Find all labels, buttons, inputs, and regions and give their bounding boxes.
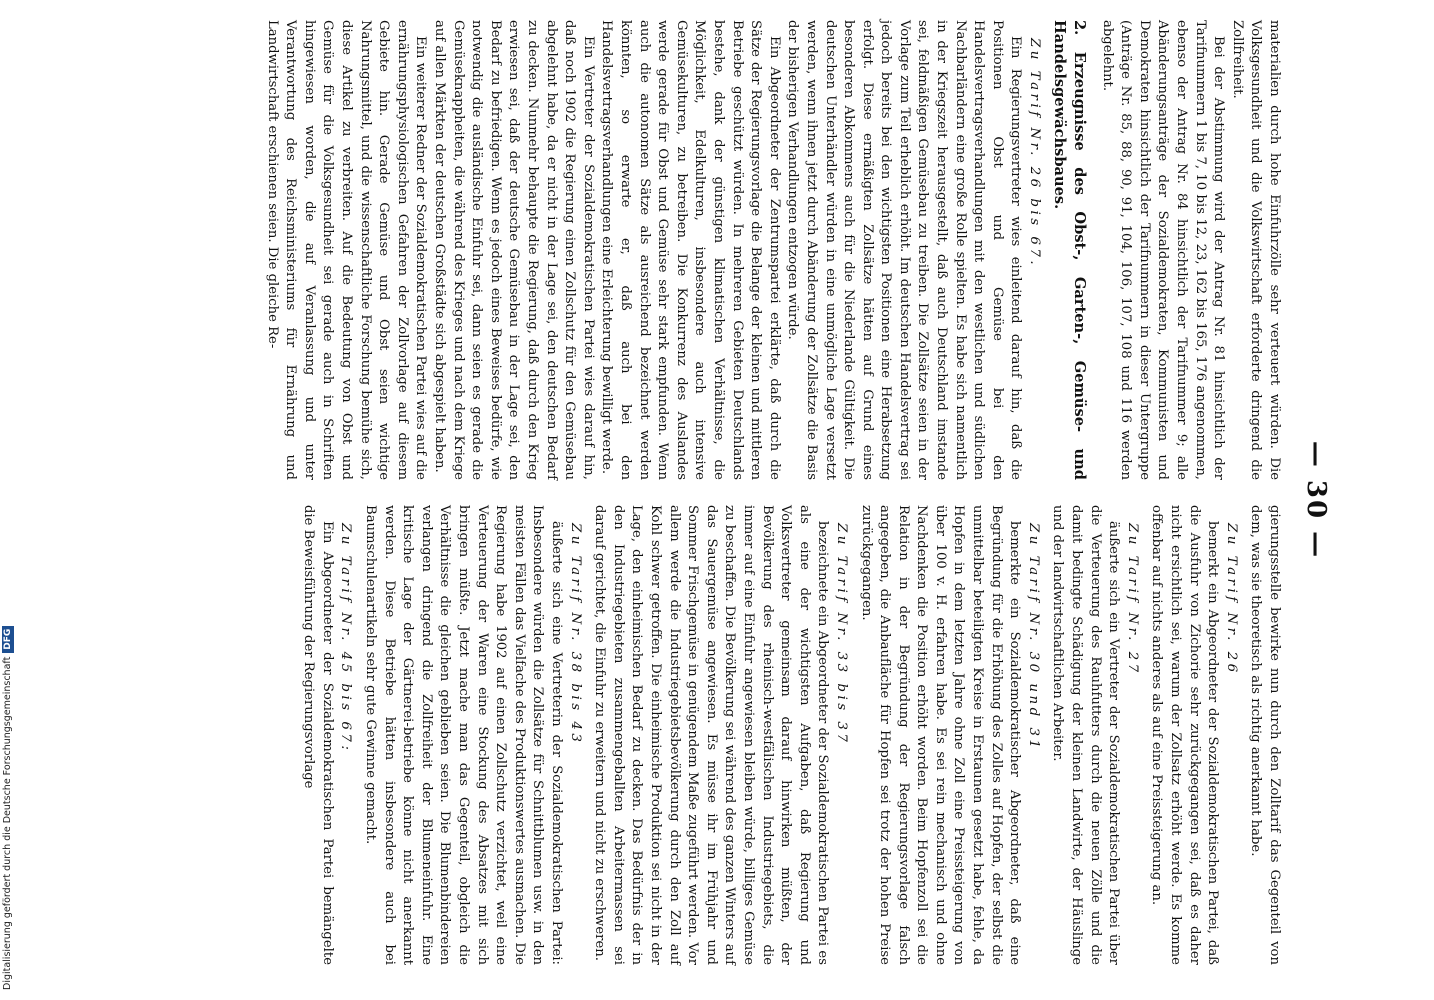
tarif-heading: Zu Tarif Nr. 30 und 31 <box>1025 523 1041 752</box>
paragraph: Ein Abgeordneter der Zentrumspartei erklärte, daß durch die Sätze der Regierungsvorlage die Belange der kleinen und mittleren Betriebe geschützt würden. In mehreren Gebieten Deutschlands bestehe, dank der günstigen klimatischen Verhältnisse, die Möglichkeit, Edelkulturen, insbesondere auch intensive Gemüsekulturen, zu betreiben. Die Konkurrenz des Auslandes werde gerade für Obst und Gemüse sehr stark empfunden. Wenn auch die autonomen Sätze als ausreichend bezeichnet werden könnten, so erwarte er, daß auch bei den Handelsvertragsverhandlungen eine Erleichterung bewilligt werde. <box>599 20 782 480</box>
tarif-heading: Zu Tarif Nr. 38 bis 43 <box>567 523 583 746</box>
tarif-heading: Zu Tarif Nr. 26 bis 67. <box>1027 38 1043 269</box>
paragraph: Ein Vertreter der Sozialdemokratischen Partei wies darauf hin, daß noch 1902 die Regierung einen Zollschutz für den Gemüsebau abgelehnt habe, da er nicht in der Lage sei, den deutschen Bedarf zu decken. Nunmehr behaupte die Regierung, daß durch den Krieg erwiesen sei, daß der deutsche Gemüsebau in der Lage sei, den Bedarf zu befriedigen. Wenn es jedoch eines Beweises bedürfe, wie notwendig die ausländische Einfuhr sei, dann seien es gerade die Gemüseknappheiten, die während des Krieges und nach dem Kriege auf allen Märkten der deutschen Großstädte sich abgespielt haben. <box>432 20 596 480</box>
paragraph: Bei der Abstimmung wird der Antrag Nr. 81 hinsichtlich der Tarifnummern 1 bis 7, 10 bis 12, 23, 162 bis 165, 176 angenommen, ebenso der Antrag Nr. 84 hinsichtlich der Tarifnummer 9; alle Abänderungsanträge der Sozialdemokraten, Kommunisten und Demokraten hinsichtlich der Tarifnummern in dieser Untergruppe (Anträge Nr. 85, 88, 90, 91, 104, 106, 107, 108 und 116 werden abgelehnt. <box>1099 20 1227 480</box>
digitization-credit <box>1 610 15 990</box>
right-column <box>299 505 1283 965</box>
paragraph: gierungsstelle bewirke nun durch den Zolltarif das Gegenteil von dem, was sie theoretisch als richtig anerkannt habe. <box>1248 505 1282 965</box>
paragraph: Ein Regierungsvertreter wies einleitend darauf hin, daß die Positionen Obst und Gemüse bei den Handelsvertragsverhandlungen mit den westlichen und südlichen Nachbarländern eine große Rolle spielten. Es habe sich namentlich in der Kriegszeit herausgestellt, daß auch Deutschland imstande sei, feldmäßigen Gemüsebau zu treiben. Die Zollsätze seien in der Vorlage zum Teil erheblich erhöht. Im deutschen Handelsvertrag sei jedoch bereits bei den wichtigsten Positionen eine Herabsetzung erfolgt. Diese ermäßigten Zollsätze hätten auf Grund eines besonderen Abkommens auch für die Niederlande Gültigkeit. Die deutschen Unterhändler würden in eine unmögliche Lage versetzt werden, wenn ihnen jetzt durch Abänderung der Zollsätze die Basis der bisherigen Verhandlungen entzogen würde. <box>785 20 1024 480</box>
tarif-heading: Zu Tarif Nr. 33 bis 37 <box>833 523 849 746</box>
paragraph: äußerte sich ein Vertreter der Sozialdemokratischen Partei über die Verteuerung des Rauhfutters durch die neuen Zölle und die damit bedingte Schädigung der kleinen Landwirte, der Häuslinge und der landwirtschaftlichen Arbeiter. <box>1050 505 1122 965</box>
credit-text: Digitalisierung gefördert durch die Deutsche Forschungsgemeinschaft <box>2 656 13 990</box>
paragraph: äußerte sich eine Vertreterin der Sozialdemokratischen Partei: Insbesondere würden die Zollsätze für Schnittblumen usw. in den meisten Fällen das Vielfache des Produktionswertes ausmachen. Die Regierung habe 1902 auf einen Zollschutz verzichtet, weil eine Verteuerung der Waren eine Stockung des Absatzes mit sich bringen müßte. Jetzt mache man das Gegenteil, obgleich die Verhältnisse die gleichen geblieben seien. Die Blumenbindereien verlangen dringend die Zollfreiheit der Blumeneinfuhr. Eine kritische Lage der Gärtnerei-betriebe könne nicht anerkannt werden. Diese Betriebe hätten insbesondere auch bei Baumschulenartikeln sehr gute Gewinne gemacht. <box>363 505 565 965</box>
tarif-heading: Zu Tarif Nr. 26 <box>1223 523 1239 676</box>
paragraph: bemerkt ein Abgeordneter der Sozialdemokratischen Partei, daß die Ausfuhr von Zichorie sehr zurückgegangen sei, daß es daher nicht ersichtlich sei, warum der Zollsatz erhöht werde. Es komme offenbar auf nichts anderes als auf eine Preissteigerung an. <box>1149 505 1221 965</box>
paragraph: Ein Abgeordneter der Sozialdemokratischen Partei bemängelte die Beweisführung der Regierungsvorlage <box>301 505 335 965</box>
paragraph: bemerkte ein Sozialdemokratischer Abgeordneter, daß eine Begründung für die Erhöhung des Zolles auf Hopfen, der selbst die unmittelbar beteiligten Kreise in Erstaunen gesetzt habe, fehle, da Hopfen in dem letzten Jahre ohne Zoll eine Preissteigerung von über 100 v. H. erfahren habe. Es sei rein mechanisch und ohne Nachdenken die Position erhöht worden. Beim Hopfenzoll sei die Relation in der Begründung der Regierungsvorlage falsch angegeben, die Anbaufläche für Hopfen sei trotz der hohen Preise zurückgegangen. <box>858 505 1023 965</box>
paragraph: bezeichnete ein Abgeordneter der Sozialdemokratischen Partei es als eine der wichtigsten Aufgaben, daß Regierung und Volksvertreter gemeinsam darauf hinwirken müßten, der Bevölkerung des rheinisch-westfälischen Industriegebiets, die immer auf eine Einfuhr angewiesen bleiben würde, billiges Gemüse zu beschaffen. Die Bevölkerung sei während des ganzen Winters auf das Sauergemüse angewiesen. Es müsse ihr im Frühjahr und Sommer Frischgemüse in genügendem Maße zugeführt werden. Vor allem werde die Industriegebietsbevölkerung durch den Zoll auf Kohl schwer getroffen. Die einheimische Produktion sei nicht in der Lage, den einheimischen Bedarf zu decken. Das Bedürfnis der in den Industriegebieten zusammengeballten Arbeitermassen sei darauf gerichtet, die Einfuhr zu erweitern und nicht zu erschweren. <box>592 505 831 965</box>
page-number: — 30 — <box>1301 440 1331 560</box>
tarif-heading: Zu Tarif Nr. 45 bis 67: <box>338 523 354 754</box>
dfg-logo: DFG <box>2 626 14 653</box>
paragraph: Ein weiterer Redner der Sozialdemokratischen Partei wies auf die ernährungsphysiologischen Gefahren der Zollvorlage auf diesem Gebiete hin. Gerade Gemüse und Obst seien wichtige Nahrungsmittel, und die wissenschaftliche Forschung bemühe sich, diese Artikel zu verbreiten. Auf die Bedeutung von Obst und Gemüse für die Volksgesundheit sei gerade auch in Schriften hingewiesen worden, die auf Veranlassung und unter Verantwortung des Reichsministeriums für Ernährung und Landwirtschaft erschienen seien. Die gleiche Re- <box>264 20 429 480</box>
paragraph: materialien durch hohe Einfuhrzölle sehr verteuert würden. Die Volksgesundheit und die Volkswirtschaft erforderte dringend die Zollfreiheit. <box>1229 20 1282 480</box>
left-column <box>262 20 1283 480</box>
document-page <box>148 0 1333 1000</box>
section-heading: 2. Erzeugnisse des Obst-, Garten-, Gemüse- und Handelsgewächsbaues. <box>1051 20 1089 480</box>
tarif-heading: Zu Tarif Nr. 27 <box>1124 523 1140 676</box>
